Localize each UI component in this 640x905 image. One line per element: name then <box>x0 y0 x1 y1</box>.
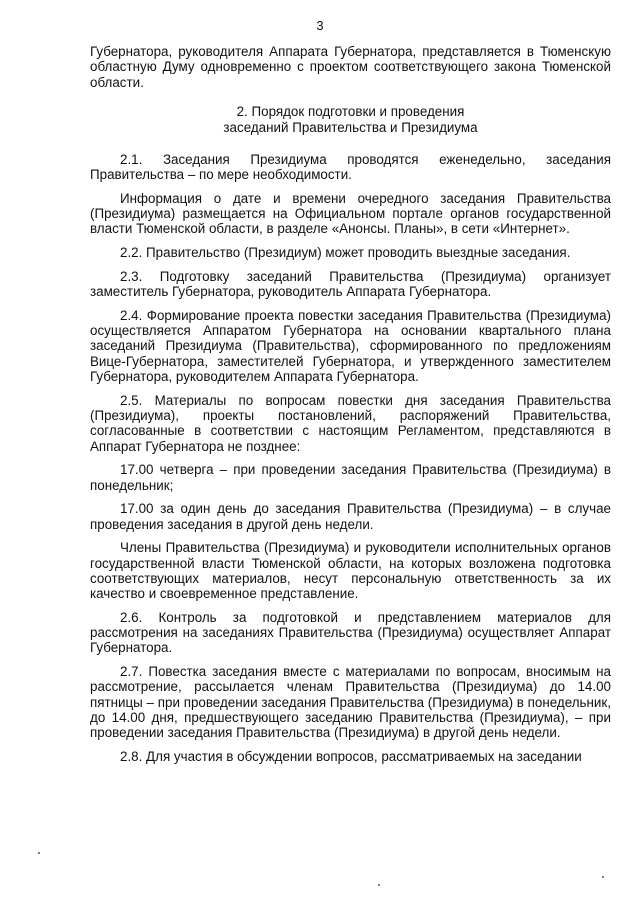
paragraph-2-3: 2.3. Подготовку заседаний Правительства (Президиума) организует заместитель Губернатора, руководитель Аппарата Губернатора. <box>90 268 611 300</box>
paragraph-deadline-thursday: 17.00 четверга – при проведении заседания Правительства (Президиума) в понедельник; <box>90 462 611 493</box>
section-heading-line-2: заседаний Правительства и Президиума <box>223 119 478 135</box>
paragraph-2-1: 2.1. Заседания Президиума проводятся еженедельно, заседания Правительства – по мере необходимости. <box>90 151 611 183</box>
paragraph-2-5: 2.5. Материалы по вопросам повестки дня заседания Правительства (Президиума), проекты постановлений, распоряжений Правительства, согласованные в соответствии с настоящим Регламентом, представляются в Аппарат Губернатора не позднее: <box>90 392 611 454</box>
section-heading <box>90 104 611 136</box>
scan-speck <box>378 884 380 886</box>
paragraph-info: Информация о дате и времени очередного заседания Правительства (Президиума) размещается на Официальном портале органов государственной власти Тюменской области, в разделе «Анонсы. Планы», в сети «Интернет». <box>90 190 611 237</box>
paragraph-2-8: 2.8. Для участия в обсуждении вопросов, рассматриваемых на заседании <box>120 748 582 764</box>
paragraph-2-4: 2.4. Формирование проекта повестки заседания Правительства (Президиума) осуществляется Аппаратом Губернатора на основании квартального плана заседаний Президиума (Правительства), сформированного по предложениям Вице-Губернатора, заместителей Губернатора, и утвержденного заместителем Губернатора, руководителем Аппарата Губернатора. <box>90 307 611 385</box>
page-number: 3 <box>316 18 324 33</box>
paragraph-2-6: 2.6. Контроль за подготовкой и представлением материалов для рассмотрения на заседаниях Правительства (Президиума) осуществляет Аппарат Губернатора. <box>90 609 611 656</box>
paragraph-continuation: Губернатора, руководителя Аппарата Губернатора, представляется в Тюменскую областную Думу одновременно с проектом соответствующего закона Тюменской области. <box>90 44 611 90</box>
paragraph-responsibility: Члены Правительства (Президиума) и руководители исполнительных органов государственной власти Тюменской области, на которых возложена подготовка соответствующих материалов, несут персональную ответственность за их качество и своевременное представление. <box>90 540 611 602</box>
paragraph-deadline-other-day: 17.00 за один день до заседания Правительства (Президиума) – в случае проведения заседания в другой день недели. <box>90 501 611 532</box>
paragraph-2-2: 2.2. Правительство (Президиум) может проводить выездные заседания. <box>120 245 571 261</box>
section-heading-line-1: 2. Порядок подготовки и проведения <box>236 103 465 119</box>
paragraph-2-7: 2.7. Повестка заседания вместе с материалами по вопросам, вносимым на рассмотрение, рассылается членам Правительства (Президиума) до 14.00 пятницы – при проведении заседания Правительства (Президиума) в понедельник, до 14.00 дня, предшествующего заседанию Правительства (Президиума), – при проведении заседания Правительства (Президиума) в другой день недели. <box>90 664 611 741</box>
document-body <box>90 44 611 773</box>
scan-speck <box>602 876 604 878</box>
scan-speck <box>38 852 40 854</box>
